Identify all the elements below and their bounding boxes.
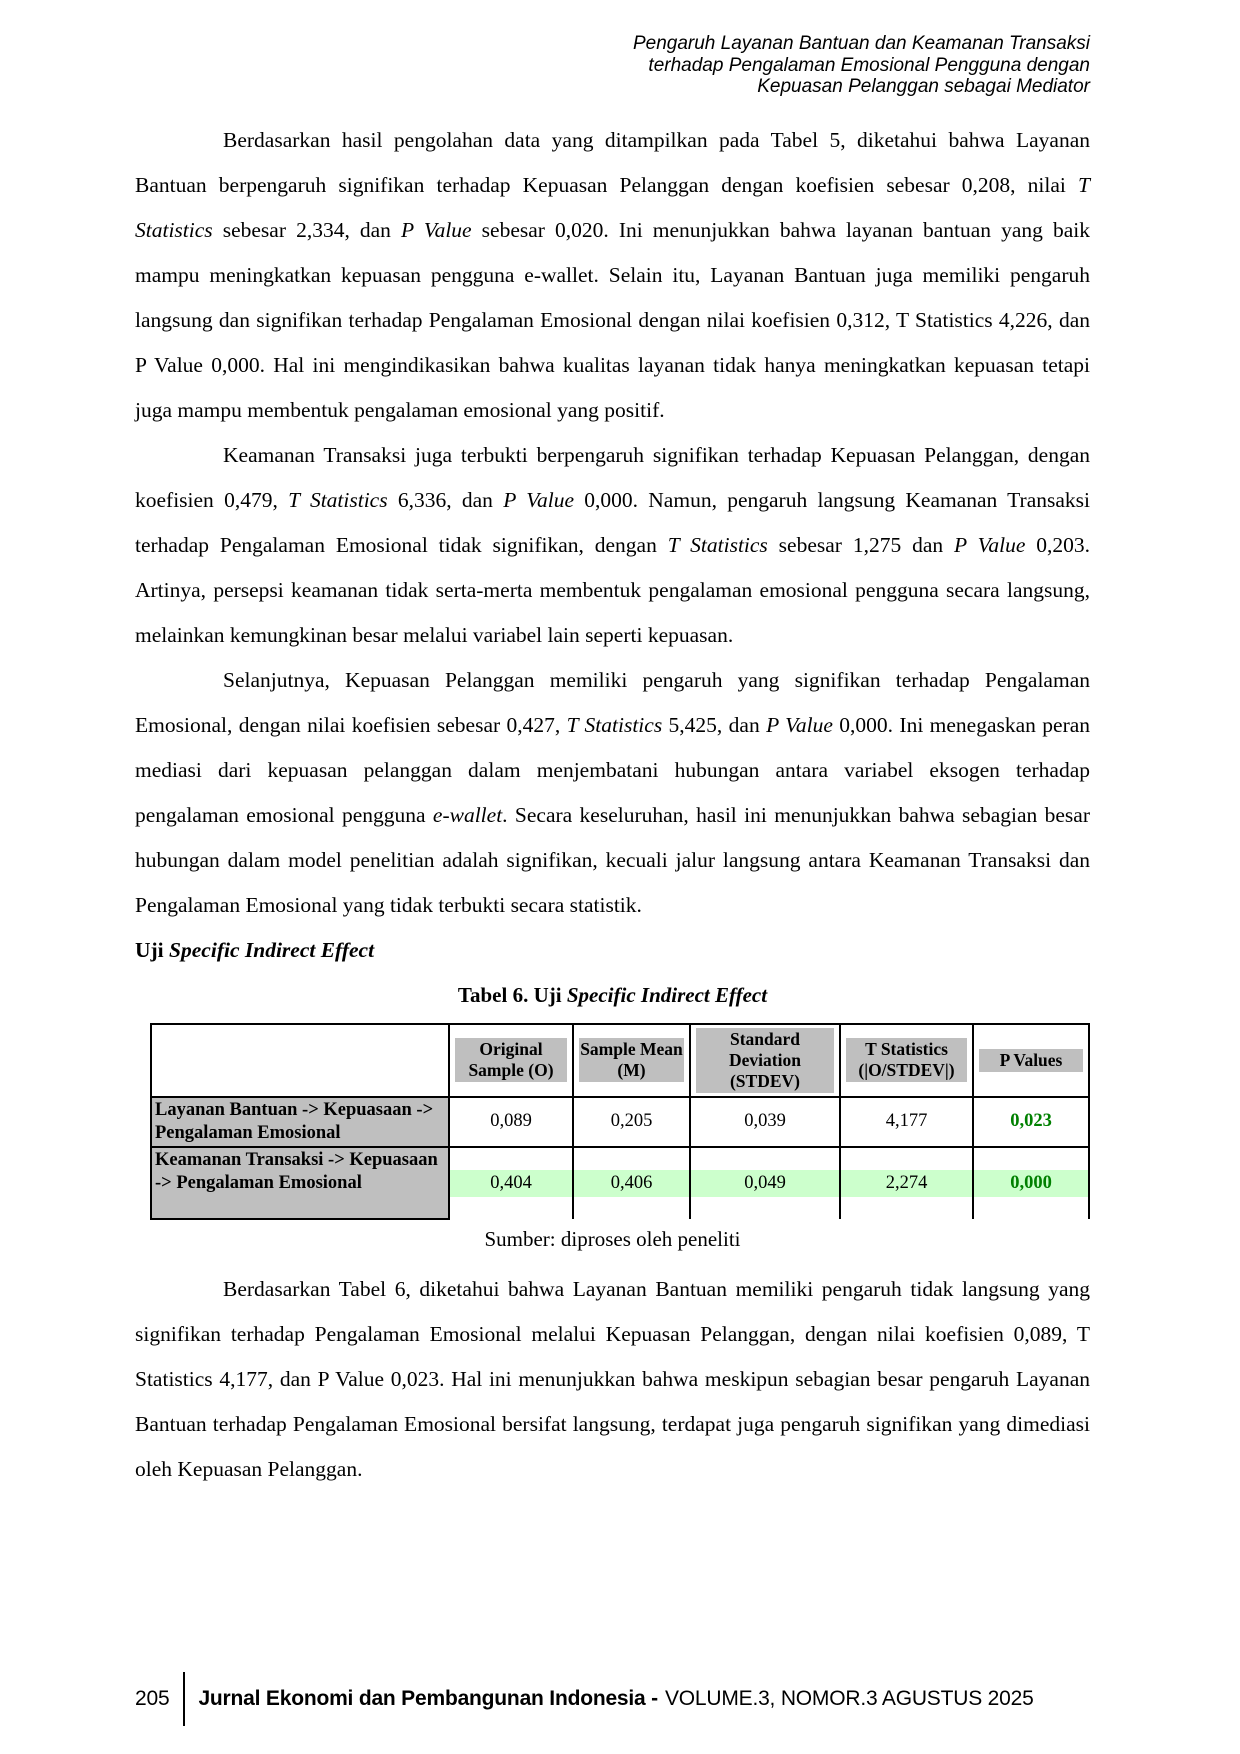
value-cell xyxy=(573,1097,690,1147)
text-run: T Statistics xyxy=(667,532,768,557)
text-run: P Value xyxy=(953,532,1026,557)
table-header-cell xyxy=(840,1024,973,1097)
value-cell xyxy=(690,1147,840,1219)
text-run: P Value xyxy=(503,487,574,512)
value-cell xyxy=(840,1097,973,1147)
text-run: . Secara keseluruhan, hasil ini menunjukkan bahwa sebagian besar hubungan dalam model penelitian adalah signifikan, kecuali jalur langsung antara Keamanan Transaksi dan Pengalaman Emosional yang tidak terbukti secara statistik. xyxy=(135,802,1090,917)
pvalue-cell xyxy=(973,1097,1089,1147)
value-cell xyxy=(449,1097,573,1147)
value: 0,049 xyxy=(691,1170,839,1197)
table-header-cell xyxy=(690,1024,840,1097)
text-run: Berdasarkan hasil pengolahan data yang ditampilkan pada Tabel 5, diketahui bahwa Layanan Bantuan berpengaruh signifikan terhadap Kepuasan Pelanggan dengan koefisien sebesar 0,208, nilai xyxy=(135,127,1090,197)
text-run: Berdasarkan Tabel 6, diketahui bahwa Layanan Bantuan memiliki pengaruh tidak langsung yang signifikan terhadap Pengalaman Emosional melalui Kepuasan Pelanggan, dengan nilai koefisien 0,089, T Statistics 4,177, dan P Value 0,023. Hal ini menunjukkan bahwa meskipun sebagian besar pengaruh Layanan Bantuan terhadap Pengalaman Emosional bersifat langsung, terdapat juga pengaruh signifikan yang dimediasi oleh Kepuasan Pelanggan. xyxy=(135,1276,1090,1481)
text-run: P Value xyxy=(766,712,833,737)
header-label: T Statistics (|O/STDEV|) xyxy=(846,1038,967,1082)
header-label: P Values xyxy=(979,1049,1083,1072)
table-header-cell xyxy=(573,1024,690,1097)
issue-info: VOLUME.3, NOMOR.3 AGUSTUS 2025 xyxy=(664,1687,1034,1710)
value: 0,406 xyxy=(574,1170,689,1197)
text-run: 6,336, dan xyxy=(387,487,504,512)
footer-separator xyxy=(183,1672,185,1726)
header-label: Standard Deviation (STDEV) xyxy=(696,1028,834,1093)
text-run: 0,000. Namun, pengaruh langsung Keamanan Transaksi terhadap Pengalaman Emosional tidak signifikan, dengan xyxy=(135,487,1091,557)
header-label: Original Sample (O) xyxy=(455,1038,567,1082)
value: 0,089 xyxy=(490,1111,532,1131)
section-heading xyxy=(135,928,1090,973)
text-run: Specific Indirect Effect xyxy=(566,982,768,1007)
value: 0,205 xyxy=(610,1111,653,1131)
journal-title: Jurnal Ekonomi dan Pembangunan Indonesia - xyxy=(198,1687,658,1710)
text-run: Specific Indirect Effect xyxy=(169,937,375,962)
value-cell xyxy=(840,1147,973,1219)
running-head-line: Pengaruh Layanan Bantuan dan Keamanan Transaksi xyxy=(632,33,1090,54)
page-number: 205 xyxy=(135,1687,170,1710)
text-run: 5,425, dan xyxy=(662,712,767,737)
body-paragraph xyxy=(135,118,1090,433)
text-run: T Statistics xyxy=(566,712,663,737)
body-paragraph xyxy=(135,658,1090,928)
running-head-line: Kepuasan Pelanggan sebagai Mediator xyxy=(757,76,1090,97)
p-value: 0,023 xyxy=(1010,1111,1052,1131)
text-run: 0,000. Ini menegaskan peran mediasi dari kepuasan pelanggan dalam menjembatani hubungan antara variabel eksogen terhadap pengalaman emosional pengguna xyxy=(135,712,1091,827)
text-run: T Statistics xyxy=(135,172,1090,242)
text-run: T Statistics xyxy=(288,487,388,512)
specific-indirect-effect-table xyxy=(150,1023,1090,1220)
value-cell xyxy=(690,1097,840,1147)
text-run: P Value xyxy=(401,217,472,242)
value-cell xyxy=(573,1147,690,1219)
text-run: Selanjutnya, Kepuasan Pelanggan memiliki pengaruh yang signifikan terhadap Pengalaman Emosional, dengan nilai koefisien sebesar 0,427, xyxy=(135,667,1090,737)
value: 0,404 xyxy=(450,1170,572,1197)
text-run: sebesar 0,020. Ini menunjukkan bahwa layanan bantuan yang baik mampu meningkatkan kepuasan pengguna e-wallet. Selain itu, Layanan Bantuan juga memiliki pengaruh langsung dan signifikan terhadap Pengalaman Emosional dengan nilai koefisien 0,312, T Statistics 4,226, dan P Value 0,000. Hal ini mengindikasikan bahwa kualitas layanan tidak hanya meningkatkan kepuasan tetapi juga mampu membentuk pengalaman emosional yang positif. xyxy=(135,217,1090,422)
value: 0,039 xyxy=(744,1111,786,1131)
running-head-line: terhadap Pengalaman Emosional Pengguna dengan xyxy=(648,54,1090,76)
row-label-cell: Keamanan Transaksi -> Kepuasaan -> Pengalaman Emosional xyxy=(151,1147,449,1219)
value: 4,177 xyxy=(885,1111,928,1131)
text-run: sebesar 2,334, dan xyxy=(212,217,401,242)
table-row xyxy=(151,1097,1089,1147)
table-header-cell-empty xyxy=(151,1024,449,1097)
value: 2,274 xyxy=(841,1170,972,1197)
table-header-cell xyxy=(973,1024,1089,1097)
page-content xyxy=(135,0,1090,1492)
page-footer xyxy=(135,1672,1135,1726)
text-run: Tabel 6. Uji xyxy=(457,982,567,1007)
p-value: 0,000 xyxy=(974,1170,1088,1197)
running-head xyxy=(135,33,1090,98)
row-label-cell: Layanan Bantuan -> Kepuasaan -> Pengalaman Emosional xyxy=(151,1097,449,1147)
body-paragraph xyxy=(135,1267,1090,1492)
text-run: e-wallet xyxy=(432,802,503,827)
table-row xyxy=(151,1147,1089,1219)
table-title xyxy=(135,973,1090,1018)
text-run: 0,203. Artinya, persepsi keamanan tidak serta-merta membentuk pengalaman emosional pengguna secara langsung, melainkan kemungkinan besar melalui variabel lain seperti kepuasan. xyxy=(135,532,1090,647)
body-paragraph xyxy=(135,433,1090,658)
text-run: Keamanan Transaksi juga terbukti berpengaruh signifikan terhadap Kepuasan Pelanggan, dengan koefisien 0,479, xyxy=(135,442,1090,512)
table-header-cell xyxy=(449,1024,573,1097)
header-label: Sample Mean (M) xyxy=(580,1039,683,1080)
table-header-row xyxy=(151,1024,1089,1097)
value-cell xyxy=(449,1147,573,1219)
text-run: sebesar 1,275 dan xyxy=(767,532,954,557)
pvalue-cell xyxy=(973,1147,1089,1219)
text-run: Uji xyxy=(135,937,170,962)
table-caption: Sumber: diproses oleh peneliti xyxy=(484,1226,741,1251)
